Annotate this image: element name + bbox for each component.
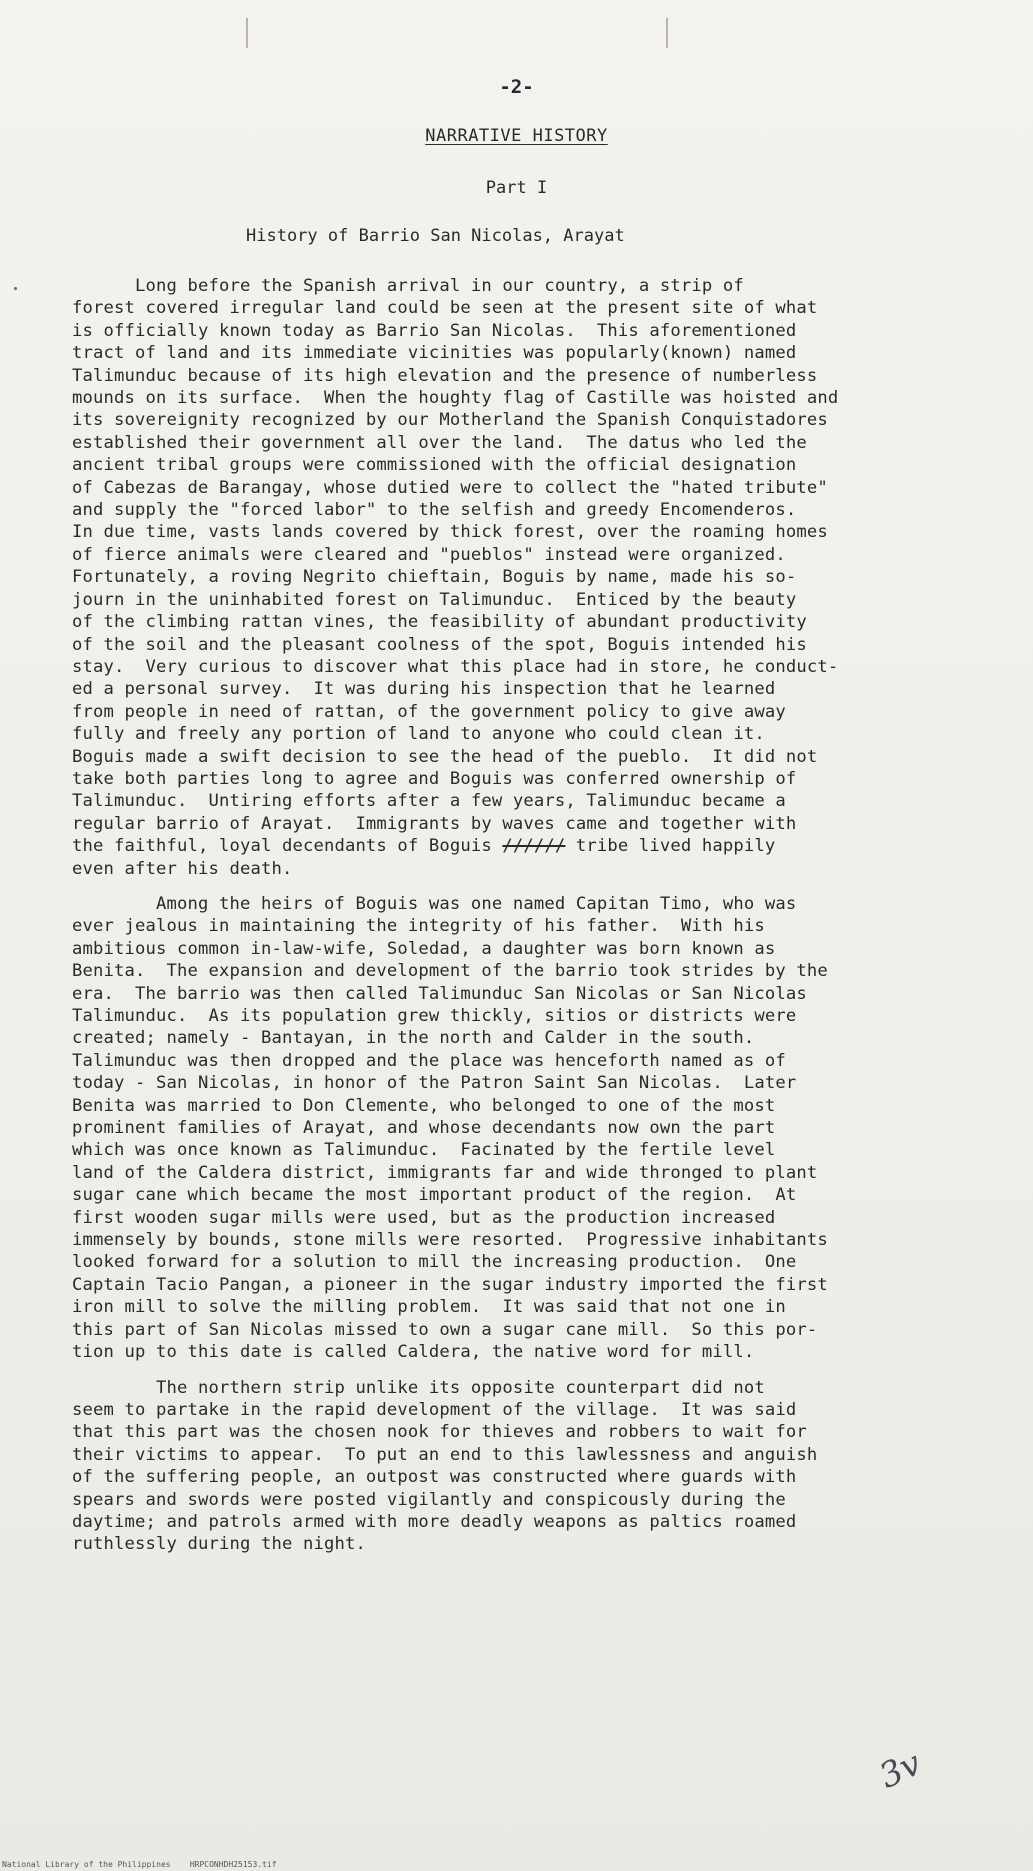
text-line: take both parties long to agree and Boguis was conferred ownership of — [72, 768, 797, 789]
text-line: Boguis made a swift decision to see the head of the pueblo. It did not — [72, 746, 818, 767]
narrative-body — [72, 275, 982, 1569]
paragraph-1 — [72, 275, 982, 880]
text-line: era. The barrio was then called Talimunduc San Nicolas or San Nicolas — [72, 983, 807, 1004]
section-subtitle: History of Barrio San Nicolas, Arayat — [246, 226, 625, 246]
struck-out-word: ////// — [502, 836, 566, 857]
text-line: iron mill to solve the milling problem. It was said that not one in — [72, 1297, 786, 1318]
text-line: their victims to appear. To put an end to this lawlessness and anguish — [72, 1444, 818, 1465]
text-line: Fortunately, a roving Negrito chieftain, Boguis by name, made his so- — [72, 567, 797, 588]
paragraph-3 — [72, 1377, 982, 1556]
text-line: prominent families of Arayat, and whose decendants now own the part — [72, 1118, 776, 1139]
text-line: first wooden sugar mills were used, but as the production increased — [72, 1207, 776, 1228]
text-line: ancient tribal groups were commissioned with the official designation — [72, 455, 797, 476]
text-line: and supply the "forced labor" to the selfish and greedy Encomenderos. — [72, 500, 797, 521]
paper-crease-right — [666, 18, 668, 48]
text-line: its sovereignity recognized by our Motherland the Spanish Conquistadores — [72, 410, 828, 431]
text-line: ever jealous in maintaining the integrity of his father. With his — [72, 916, 765, 937]
text-line: is officially known today as Barrio San Nicolas. This aforementioned — [72, 320, 797, 341]
text-line: of fierce animals were cleared and "pueblos" instead were organized. — [72, 544, 786, 565]
text-line: looked forward for a solution to mill the increasing production. One — [72, 1252, 797, 1273]
text-line-with-strikeout — [72, 835, 982, 857]
text-line: of the climbing rattan vines, the feasibility of abundant productivity — [72, 612, 807, 633]
text-line: ambitious common in-law-wife, Soledad, a daughter was born known as — [72, 938, 776, 959]
text-line: Talimunduc because of its high elevation and the presence of numberless — [72, 365, 818, 386]
text-line: ruthlessly during the night. — [72, 1534, 366, 1555]
text-line: tract of land and its immediate vicinities was popularly(known) named — [72, 343, 797, 364]
text-line: stay. Very curious to discover what this place had in store, he conduct- — [72, 656, 839, 677]
scan-footer: National Library of the Philippines HRPCONHDH25153.tif — [2, 1860, 277, 1869]
text-line: sugar cane which became the most important product of the region. At — [72, 1185, 797, 1206]
text-line: Captain Tacio Pangan, a pioneer in the sugar industry imported the first — [72, 1274, 828, 1295]
text-line: journ in the uninhabited forest on Talimunduc. Enticed by the beauty — [72, 589, 797, 610]
text-line: fully and freely any portion of land to anyone who could clean it. — [72, 724, 765, 745]
text-line: spears and swords were posted vigilantly and conspicously during the — [72, 1489, 786, 1510]
text-line: daytime; and patrols armed with more deadly weapons as paltics roamed — [72, 1511, 797, 1532]
text-line: today - San Nicolas, in honor of the Patron Saint San Nicolas. Later — [72, 1073, 797, 1094]
text-line: from people in need of rattan, of the government policy to give away — [72, 701, 786, 722]
text-line: Among the heirs of Boguis was one named Capitan Timo, who was — [72, 893, 797, 914]
text-line: Talimunduc. Untiring efforts after a few years, Talimunduc became a — [72, 791, 786, 812]
document-heading: NARRATIVE HISTORY — [425, 126, 608, 146]
text-line: of the suffering people, an outpost was constructed where guards with — [72, 1467, 797, 1488]
text-line: created; namely - Bantayan, in the north and Calder in the south. — [72, 1028, 755, 1049]
text-line: seem to partake in the rapid development of the village. It was said — [72, 1399, 797, 1420]
text-line: land of the Caldera district, immigrants far and wide thronged to plant — [72, 1162, 818, 1183]
text-line: ed a personal survey. It was during his inspection that he learned — [72, 679, 776, 700]
text-line: this part of San Nicolas missed to own a sugar cane mill. So this por- — [72, 1319, 818, 1340]
text-line: Talimunduc was then dropped and the place was henceforth named as of — [72, 1050, 786, 1071]
text-line: mounds on its surface. When the houghty flag of Castille was hoisted and — [72, 388, 839, 409]
page-number: -2- — [499, 76, 534, 98]
text-line: tion up to this date is called Caldera, the native word for mill. — [72, 1342, 755, 1363]
text-line: established their government all over the land. The datus who led the — [72, 432, 807, 453]
text-line: which was once known as Talimunduc. Facinated by the fertile level — [72, 1140, 776, 1161]
paragraph-2 — [72, 893, 982, 1364]
text-line: Long before the Spanish arrival in our country, a strip of — [72, 276, 744, 296]
text-line: forest covered irregular land could be seen at the present site of what — [72, 298, 818, 319]
text-line: Benita was married to Don Clemente, who belonged to one of the most — [72, 1095, 776, 1116]
text-line: Benita. The expansion and development of the barrio took strides by the — [72, 961, 828, 982]
text-line: Talimunduc. As its population grew thickly, sitios or districts were — [72, 1006, 797, 1026]
text-segment: the faithful, loyal decendants of Boguis — [72, 836, 503, 857]
text-line: immensely by bounds, stone mills were resorted. Progressive inhabitants — [72, 1230, 828, 1251]
text-line: of Cabezas de Barangay, whose dutied were to collect the "hated tribute" — [72, 477, 828, 498]
margin-speck — [14, 287, 17, 290]
text-line: even after his death. — [72, 858, 293, 879]
text-line: regular barrio of Arayat. Immigrants by waves came and together with — [72, 813, 797, 834]
paper-crease-left — [246, 18, 248, 48]
text-line: In due time, vasts lands covered by thick forest, over the roaming homes — [72, 522, 828, 543]
text-line: of the soil and the pleasant coolness of the spot, Boguis intended his — [72, 634, 807, 655]
text-segment: tribe lived happily — [565, 836, 776, 857]
text-line: The northern strip unlike its opposite counterpart did not — [72, 1377, 765, 1398]
part-label: Part I — [485, 178, 548, 198]
handwritten-mark: 3v — [873, 1743, 928, 1797]
text-line: that this part was the chosen nook for thieves and robbers to wait for — [72, 1422, 807, 1443]
